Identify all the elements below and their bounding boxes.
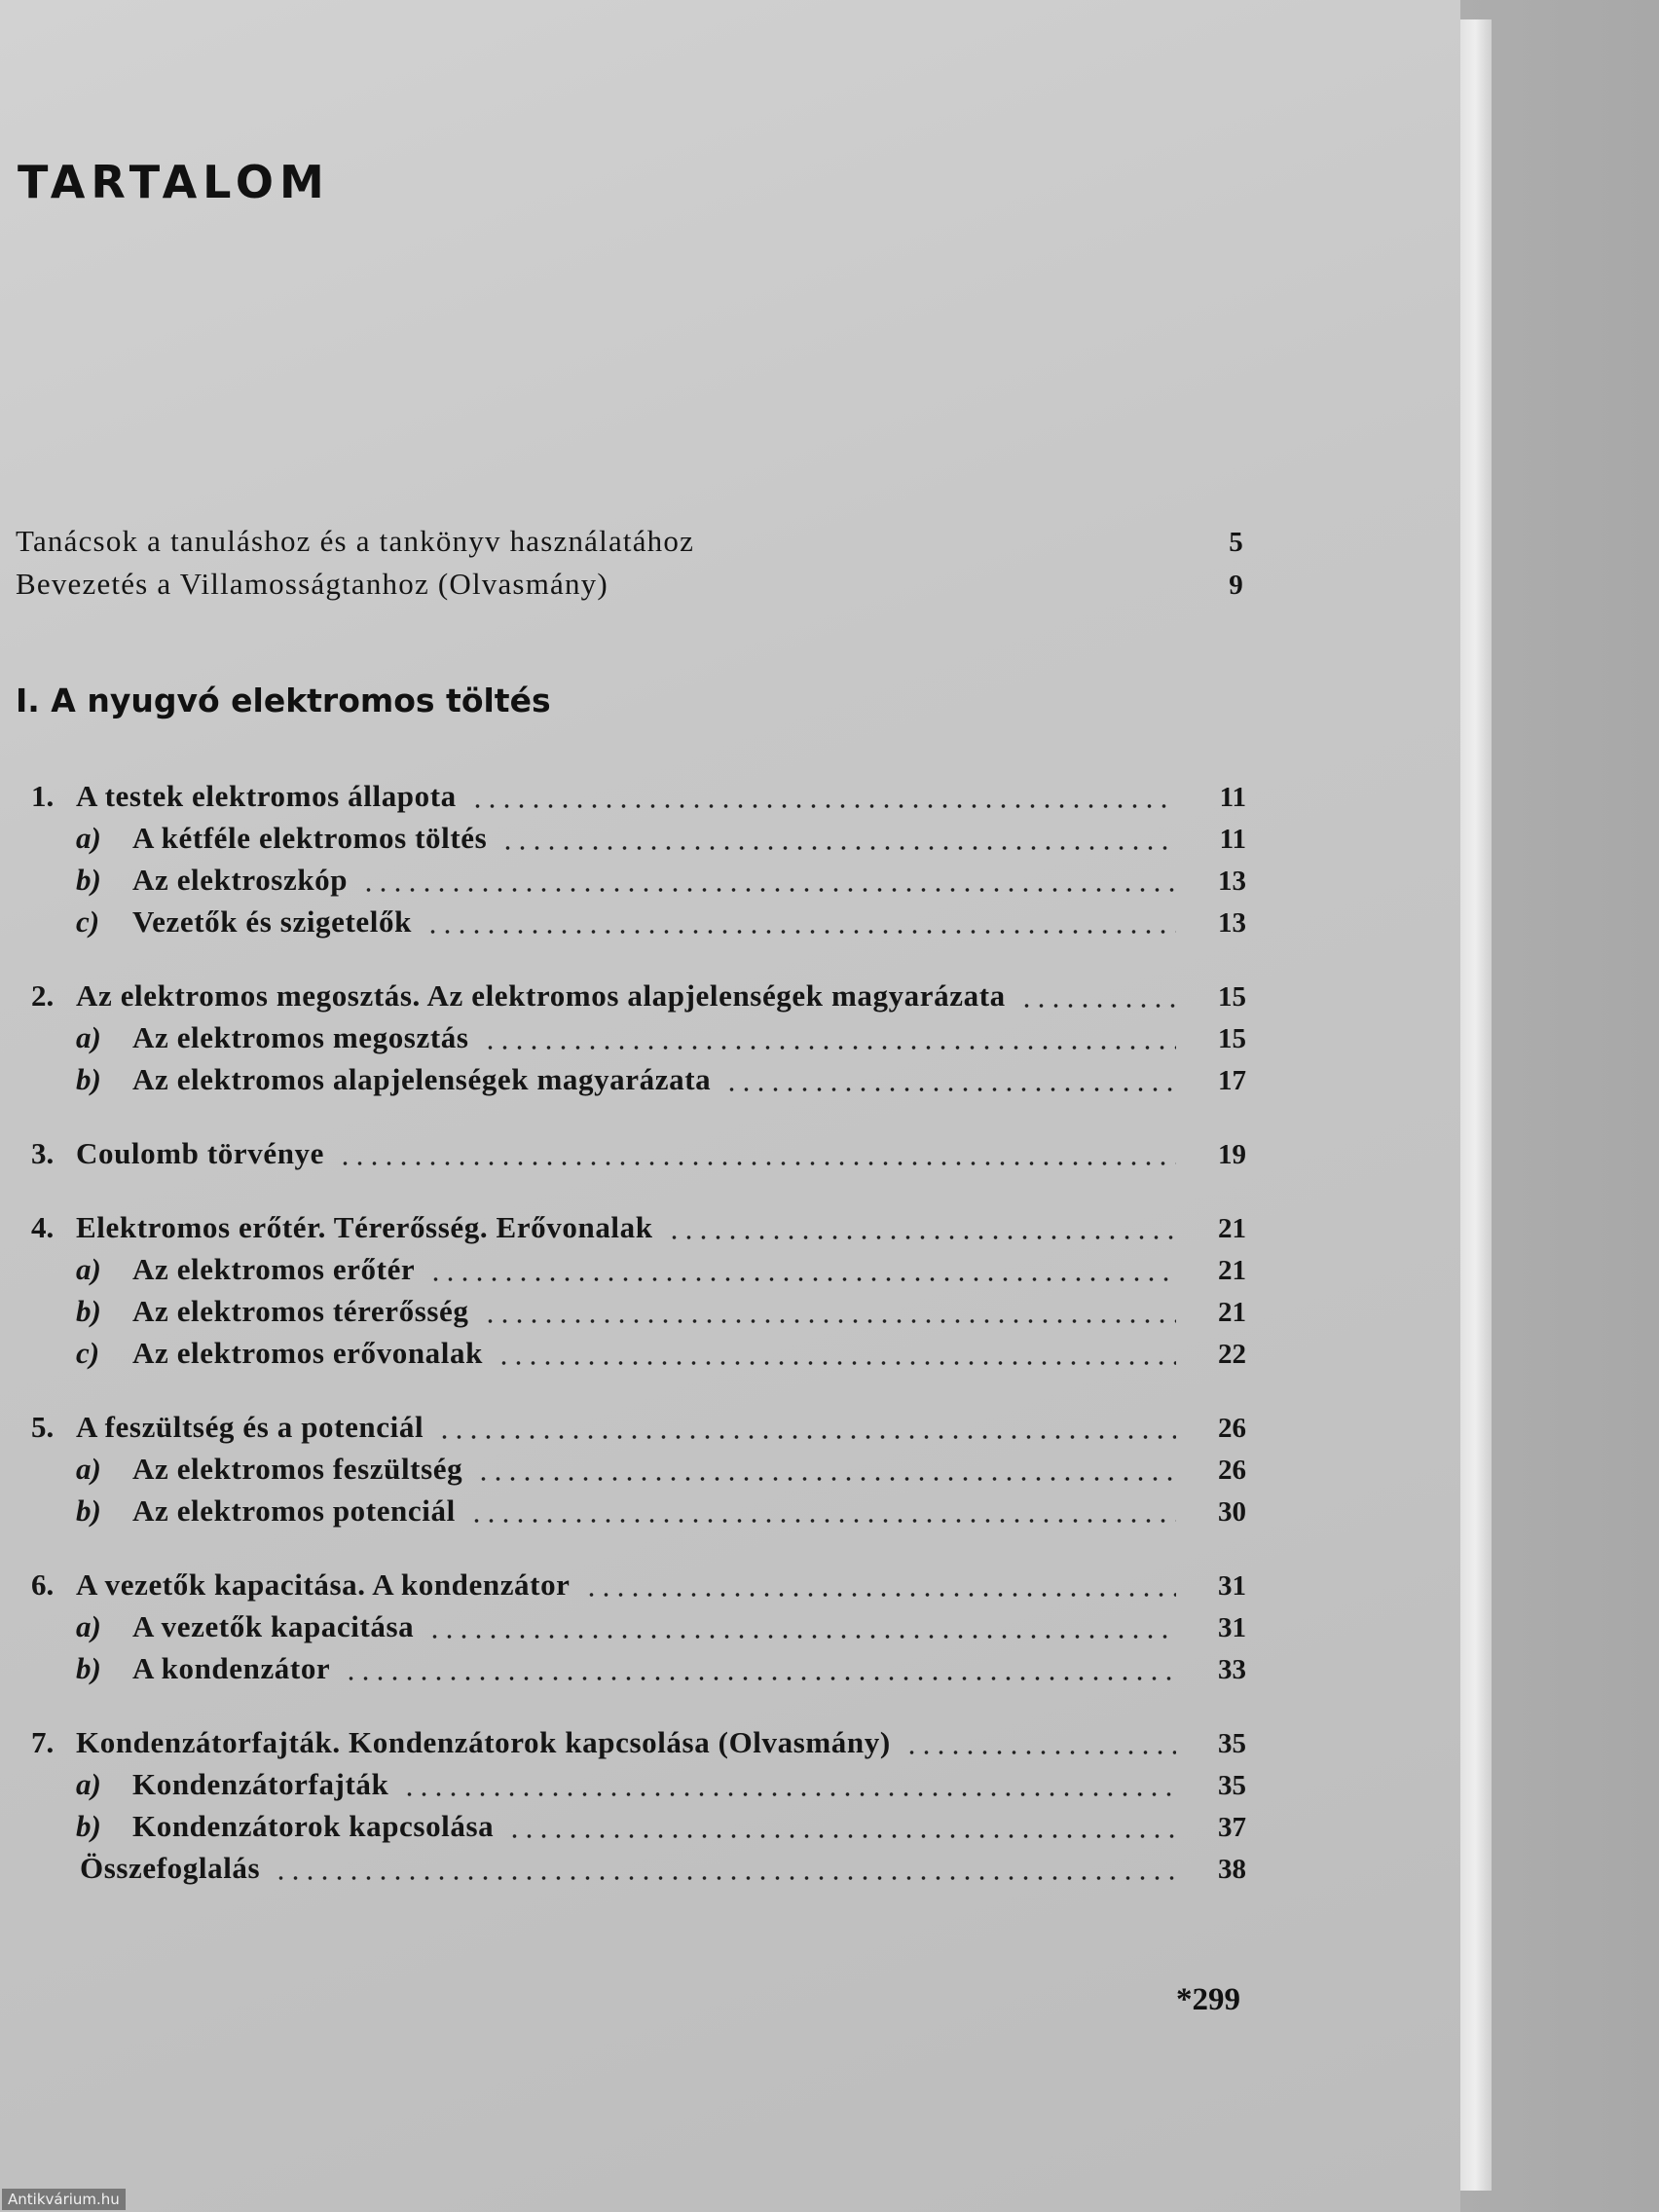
toc-subentry-letter: a): [76, 1609, 101, 1643]
toc-subentry-letter: a): [76, 1452, 101, 1486]
toc-entry-page: 31: [1218, 1570, 1246, 1602]
toc-summary-title: Összefoglalás: [80, 1851, 261, 1885]
toc-subentry-page: 21: [1218, 1255, 1246, 1286]
toc-subentry: [31, 1609, 1246, 1651]
intro-entry-page: 9: [1229, 570, 1244, 601]
toc-subentry-letter: a): [76, 1020, 101, 1054]
dot-leader: [904, 1751, 1176, 1754]
toc-subentry-page: 17: [1218, 1065, 1246, 1096]
dot-leader: [483, 1319, 1176, 1323]
dot-leader: [584, 1593, 1176, 1597]
toc-entry-number: 5.: [31, 1410, 55, 1444]
toc-subentry-page: 13: [1218, 866, 1246, 897]
toc-entry-page: 15: [1218, 981, 1246, 1013]
toc-summary-entry: [31, 1851, 1246, 1893]
toc-entry: [31, 1410, 1246, 1452]
toc-entry-page: 26: [1218, 1413, 1246, 1444]
toc-subentry-page: 22: [1218, 1339, 1246, 1370]
toc-subentry-title: Az elektromos térerősség: [132, 1294, 469, 1328]
toc-subentry-page: 15: [1218, 1023, 1246, 1054]
toc-subentry-title: A vezetők kapacitása: [132, 1609, 415, 1643]
toc-subentry-title: Az elektromos alapjelenségek magyarázata: [132, 1062, 712, 1096]
toc-entry-page: 11: [1219, 782, 1246, 813]
toc-subentry-letter: b): [76, 1062, 101, 1096]
toc-entry-number: 1.: [31, 779, 55, 813]
toc-subentry-title: Az elektromos potenciál: [132, 1493, 456, 1528]
toc-subentry: [31, 1452, 1246, 1493]
toc-subentry: [31, 1767, 1246, 1809]
toc-section: [31, 779, 1246, 946]
toc-entry: [31, 978, 1246, 1020]
dot-leader: [344, 1677, 1176, 1680]
toc-entry-number: 6.: [31, 1567, 55, 1602]
intro-entry: [16, 524, 1244, 567]
toc-section: [31, 978, 1246, 1104]
toc-section: [31, 1136, 1246, 1178]
toc-subentry-letter: b): [76, 1809, 101, 1843]
toc-entry-number: 7.: [31, 1725, 55, 1759]
toc-heading: TARTALOM: [18, 156, 330, 208]
toc-subentry-letter: b): [76, 1651, 101, 1685]
dot-leader: [507, 1834, 1176, 1838]
toc-subentry-letter: b): [76, 1294, 101, 1328]
intro-entries: [16, 524, 1244, 609]
toc-subentry-title: Kondenzátorfajták: [132, 1767, 389, 1801]
dot-leader: [469, 1519, 1176, 1523]
toc-subentry: [31, 1493, 1246, 1535]
toc-subentry: [31, 1252, 1246, 1294]
dot-leader: [425, 930, 1176, 934]
dot-leader: [402, 1792, 1176, 1796]
toc-subentry-letter: a): [76, 1767, 101, 1801]
dot-leader: [483, 1046, 1176, 1050]
dot-leader: [1019, 1004, 1176, 1008]
toc-subentry-title: Vezetők és szigetelők: [132, 904, 412, 939]
dot-leader: [428, 1277, 1176, 1281]
toc-subentry: [31, 821, 1246, 863]
toc-subentry: [31, 863, 1246, 904]
toc-entry: [31, 1725, 1246, 1767]
toc-entry-page: 21: [1218, 1213, 1246, 1244]
toc-entry: [31, 779, 1246, 821]
toc-subentry-page: 11: [1219, 824, 1246, 855]
toc-entry: [31, 1210, 1246, 1252]
toc-subentry-letter: b): [76, 863, 101, 897]
toc-entry-title: Az elektromos megosztás. Az elektromos alapjelenségek magyarázata: [76, 978, 1006, 1013]
toc-subentry-title: Kondenzátorok kapcsolása: [132, 1809, 495, 1843]
toc-entry-title: A feszültség és a potenciál: [76, 1410, 424, 1444]
dot-leader: [427, 1635, 1176, 1639]
watermark: Antikvárium.hu: [2, 2189, 126, 2210]
dot-leader: [724, 1088, 1176, 1091]
toc-subentry: [31, 1062, 1246, 1104]
toc-entry-title: Coulomb törvénye: [76, 1136, 324, 1170]
toc-subentry-title: A kétféle elektromos töltés: [132, 821, 488, 855]
part-title: I. A nyugvó elektromos töltés: [16, 682, 551, 719]
toc-subentry-page: 13: [1218, 907, 1246, 939]
toc-subentry-title: A kondenzátor: [132, 1651, 331, 1685]
dot-leader: [667, 1235, 1176, 1239]
toc-section: [31, 1725, 1246, 1893]
intro-entry-title: Tanácsok a tanuláshoz és a tankönyv használatához: [16, 524, 695, 558]
toc-entry: [31, 1136, 1246, 1178]
toc-entry-page: 19: [1218, 1139, 1246, 1170]
toc-entry-title: Kondenzátorfajták. Kondenzátorok kapcsolása (Olvasmány): [76, 1725, 891, 1759]
toc-section: [31, 1210, 1246, 1378]
toc-subentry-title: Az elektromos erővonalak: [132, 1336, 483, 1370]
toc-subentry-letter: c): [76, 904, 100, 939]
toc-subentry-page: 35: [1218, 1770, 1246, 1801]
toc-subentry-page: 31: [1218, 1612, 1246, 1643]
toc-subentry: [31, 1294, 1246, 1336]
toc-subentry-letter: a): [76, 821, 101, 855]
dot-leader: [470, 804, 1176, 808]
toc-entry-title: Elektromos erőtér. Térerősség. Erővonalak: [76, 1210, 653, 1244]
toc-subentry-page: 21: [1218, 1297, 1246, 1328]
dot-leader: [476, 1477, 1176, 1481]
toc-subentry-letter: b): [76, 1493, 101, 1528]
toc-subentry-title: Az elektromos erőtér: [132, 1252, 416, 1286]
dot-leader: [338, 1161, 1176, 1165]
toc-subentry-page: 37: [1218, 1812, 1246, 1843]
toc-list: [31, 779, 1246, 1925]
toc-subentry-page: 30: [1218, 1496, 1246, 1528]
page-number: *299: [1176, 1982, 1240, 2017]
toc-entry-number: 4.: [31, 1210, 55, 1244]
toc-summary-page: 38: [1218, 1854, 1246, 1885]
toc-entry-number: 2.: [31, 978, 55, 1013]
toc-entry-title: A testek elektromos állapota: [76, 779, 457, 813]
toc-entry-page: 35: [1218, 1728, 1246, 1759]
toc-subentry-title: Az elektroszkóp: [132, 863, 349, 897]
toc-subentry-title: Az elektromos feszültség: [132, 1452, 463, 1486]
toc-subentry-letter: c): [76, 1336, 100, 1370]
toc-section: [31, 1567, 1246, 1693]
toc-subentry-page: 26: [1218, 1455, 1246, 1486]
dot-leader: [437, 1435, 1176, 1439]
toc-subentry-letter: a): [76, 1252, 101, 1286]
dot-leader: [497, 1361, 1176, 1365]
dot-leader: [500, 846, 1176, 850]
toc-entry-number: 3.: [31, 1136, 55, 1170]
intro-entry: [16, 567, 1244, 609]
intro-entry-page: 5: [1229, 527, 1244, 558]
toc-subentry: [31, 1336, 1246, 1378]
toc-subentry-title: Az elektromos megosztás: [132, 1020, 469, 1054]
dot-leader: [361, 888, 1176, 892]
toc-entry: [31, 1567, 1246, 1609]
toc-subentry-page: 33: [1218, 1654, 1246, 1685]
toc-subentry: [31, 904, 1246, 946]
toc-subentry: [31, 1809, 1246, 1851]
dot-leader: [274, 1876, 1176, 1880]
toc-subentry: [31, 1020, 1246, 1062]
toc-subentry: [31, 1651, 1246, 1693]
intro-entry-title: Bevezetés a Villamosságtanhoz (Olvasmány): [16, 567, 608, 601]
toc-section: [31, 1410, 1246, 1535]
toc-entry-title: A vezetők kapacitása. A kondenzátor: [76, 1567, 571, 1602]
